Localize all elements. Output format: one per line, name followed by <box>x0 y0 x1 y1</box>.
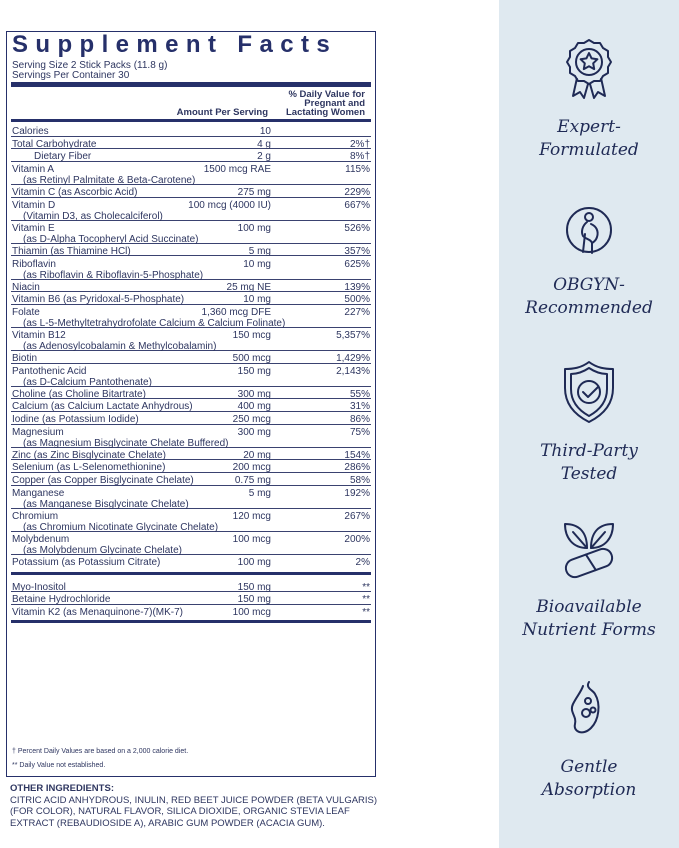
nutrient-daily-value: 115% <box>345 164 370 176</box>
nutrient-amount: 150 mg <box>237 594 271 606</box>
nutrient-name: Vitamin E <box>12 222 55 234</box>
nutrient-name: Dietary Fiber <box>34 151 92 163</box>
nutrient-amount: 10 mg <box>243 258 271 270</box>
nutrient-source: (as Molybdenum Glycinate Chelate) <box>23 544 182 556</box>
nutrient-row <box>11 364 371 387</box>
feature-label-line: Tested <box>560 464 618 484</box>
nutrient-row <box>11 328 371 351</box>
nutrient-name: Thiamin (as Thiamine HCl) <box>12 245 131 257</box>
nutrient-amount: 100 mcg <box>232 606 271 618</box>
nutrient-source: (as Retinyl Palmitate & Beta-Carotene) <box>23 175 196 187</box>
nutrient-row <box>11 305 371 328</box>
nutrient-amount: 100 mcg (4000 IU) <box>188 199 271 211</box>
nutrient-amount: 2 g <box>257 151 271 163</box>
nutrient-name: Betaine Hydrochloride <box>12 594 111 606</box>
feature-label <box>499 596 679 642</box>
features-panel <box>499 0 679 848</box>
nutrient-amount: 10 <box>259 126 271 137</box>
nutrient-name: Myo-Inositol <box>12 581 66 593</box>
nutrient-name: Pantothenic Acid <box>12 365 87 377</box>
nutrient-name: Niacin <box>12 281 40 293</box>
nutrient-amount: 100 mg <box>237 222 271 234</box>
nutrient-row <box>11 280 371 293</box>
nutrient-amount: 25 mg NE <box>226 281 271 293</box>
nutrient-row <box>11 124 371 137</box>
nutrient-daily-value: 2%† <box>349 138 370 150</box>
nutrient-name: Vitamin D <box>12 199 56 211</box>
nutrient-name: Molybdenum <box>12 533 70 545</box>
nutrient-daily-value: 154% <box>344 449 370 461</box>
feature-label-line: Bioavailable <box>536 597 642 617</box>
leaves-capsule-icon <box>561 518 617 580</box>
nutrient-source: (as Magnesium Bisglycinate Chelate Buffered) <box>23 437 229 449</box>
nutrient-daily-value: 267% <box>344 510 370 522</box>
footnote-percent: † Percent Daily Values are based on a 2,000 calorie diet. <box>12 748 189 755</box>
nutrient-name: Vitamin A <box>12 164 55 176</box>
nutrient-name: Folate <box>12 306 40 318</box>
pregnant-woman-icon <box>565 202 613 258</box>
nutrient-daily-value: 357% <box>344 245 370 257</box>
nutrient-amount: 5 mg <box>248 487 271 499</box>
feature-label-line: OBGYN- <box>553 275 625 295</box>
nutrient-daily-value: 200% <box>344 533 370 545</box>
nutrient-daily-value: 58% <box>349 475 370 487</box>
dv-header <box>286 90 365 117</box>
nutrient-row <box>11 425 371 448</box>
nutrient-row <box>11 473 371 486</box>
nutrient-amount: 0.75 mg <box>234 475 271 487</box>
nutrient-amount: 100 mcg <box>232 533 271 545</box>
nutrient-source: (as Adenosylcobalamin & Methylcobalamin) <box>23 340 217 352</box>
nutrient-amount: 275 mg <box>237 187 271 199</box>
nutrient-name: Calcium (as Calcium Lactate Anhydrous) <box>12 401 193 413</box>
nutrient-daily-value: ** <box>362 594 370 606</box>
serving-size: Serving Size 2 Stick Packs (11.8 g) <box>12 60 168 71</box>
nutrient-name: Biotin <box>12 352 38 364</box>
section-divider <box>11 572 371 575</box>
feature-label <box>499 440 679 486</box>
nutrient-row <box>11 460 371 473</box>
dv-header-line-2: Pregnant and <box>304 98 365 109</box>
feature-label-line: Third-Party <box>540 441 638 461</box>
amount-header: Amount Per Serving <box>176 107 268 118</box>
nutrient-daily-value: 192% <box>344 487 370 499</box>
nutrient-row <box>11 555 371 568</box>
nutrient-name: Vitamin K2 (as Menaquinone-7)(MK-7) <box>12 606 184 618</box>
nutrient-name: Riboflavin <box>12 258 56 270</box>
nutrient-name: Magnesium <box>12 426 64 438</box>
feature-label-line: Recommended <box>525 298 653 318</box>
nutrient-amount: 1500 mcg RAE <box>203 164 271 176</box>
feature-label <box>499 274 679 320</box>
nutrient-row <box>11 412 371 425</box>
nutrient-amount: 10 mg <box>243 294 271 306</box>
nutrient-row <box>11 137 371 150</box>
nutrient-amount: 4 g <box>257 138 271 150</box>
nutrient-row <box>11 149 371 162</box>
dv-header-line-3: Lactating Women <box>286 107 365 118</box>
nutrient-name: Copper (as Copper Bisglycinate Chelate) <box>12 475 194 487</box>
nutrient-daily-value: 2% <box>355 556 370 568</box>
nutrient-amount: 250 mcg <box>232 414 271 425</box>
nutrient-source: (as D-Alpha Tocopheryl Acid Succinate) <box>23 233 199 245</box>
nutrient-daily-value: 75% <box>349 426 370 438</box>
nutrient-daily-value: 8%† <box>349 151 370 163</box>
stomach-bubbles-icon <box>565 680 613 740</box>
nutrient-row <box>11 351 371 364</box>
feature-tested <box>499 360 679 486</box>
award-ribbon-icon <box>565 38 613 100</box>
nutrient-amount: 20 mg <box>243 449 271 461</box>
nutrient-name: Vitamin B12 <box>12 329 66 341</box>
nutrient-name: Selenium (as L-Selenomethionine) <box>12 462 166 474</box>
nutrient-amount: 150 mg <box>237 581 271 593</box>
feature-gentle <box>499 680 679 802</box>
feature-label <box>499 756 679 802</box>
nutrient-daily-value: 227% <box>344 306 370 318</box>
feature-label-line: Formulated <box>539 140 639 160</box>
nutrient-row <box>11 486 371 509</box>
shield-check-icon <box>561 360 617 424</box>
nutrient-row <box>11 592 371 605</box>
feature-bioavailable <box>499 518 679 642</box>
nutrient-amount: 120 mcg <box>232 510 271 522</box>
nutrient-daily-value: 286% <box>344 462 370 474</box>
feature-obgyn <box>499 202 679 320</box>
nutrient-name: Chromium <box>12 510 59 522</box>
nutrient-source: (as Chromium Nicotinate Glycinate Chelate) <box>23 521 219 533</box>
feature-label-line: Nutrient Forms <box>522 620 656 640</box>
nutrient-amount: 500 mcg <box>232 352 271 364</box>
nutrient-row <box>11 257 371 280</box>
nutrient-daily-value: ** <box>362 581 370 593</box>
nutrient-daily-value: 1,429% <box>336 352 370 364</box>
nutrient-amount: 200 mcg <box>232 462 271 474</box>
feature-label-line: Expert- <box>557 117 621 137</box>
nutrient-row <box>11 221 371 244</box>
nutrient-amount: 300 mg <box>237 388 271 400</box>
nutrient-amount: 100 mg <box>237 556 271 568</box>
nutrient-daily-value: 31% <box>349 401 370 413</box>
nutrient-name: Vitamin C (as Ascorbic Acid) <box>12 187 138 199</box>
nutrient-name: Calories <box>12 126 49 137</box>
nutrient-amount: 300 mg <box>237 426 271 438</box>
nutrient-source: (as Riboflavin & Riboflavin-5-Phosphate) <box>23 269 204 281</box>
nutrient-source: (as D-Calcium Pantothenate) <box>23 376 152 388</box>
nutrient-source: (as L-5-Methyltetrahydrofolate Calcium & Calcium Folinate) <box>23 317 286 329</box>
supplement-facts-panel <box>6 31 376 777</box>
servings-per-container: Servings Per Container 30 <box>12 70 130 81</box>
nutrient-row <box>11 244 371 257</box>
nutrient-row <box>11 387 371 400</box>
other-ingredients: OTHER INGREDIENTS: CITRIC ACID ANHYDROUS, INULIN, RED BEET JUICE POWDER (BETA VULGARIS) (FOR COLOR), NATURAL FLAVOR, SILICA DIOXIDE, ORGANIC STEVIA LEAF EXTRACT (REBAUDIOSIDE A), ARABIC GUM POWDER (ACACIA GUM). <box>10 783 378 829</box>
feature-expert <box>499 38 679 162</box>
feature-label-line: Gentle <box>560 757 618 777</box>
nutrient-row <box>11 399 371 412</box>
nutrient-row <box>11 509 371 532</box>
nutrient-name: Potassium (as Potassium Citrate) <box>12 556 161 568</box>
dv-header-line-1: % Daily Value for <box>288 89 365 100</box>
nutrient-amount: 400 mg <box>237 401 271 413</box>
nutrient-name: Choline (as Choline Bitartrate) <box>12 388 146 400</box>
nutrient-source: (Vitamin D3, as Cholecalciferol) <box>23 210 163 222</box>
nutrient-row <box>11 292 371 305</box>
nutrient-daily-value: 500% <box>344 294 370 306</box>
nutrient-source: (as Manganese Bisglycinate Chelate) <box>23 498 189 510</box>
table-bottom-bar <box>11 620 371 623</box>
nutrient-daily-value: 526% <box>344 222 370 234</box>
nutrient-row <box>11 605 371 618</box>
footnote-not-established: ** Daily Value not established. <box>12 762 106 769</box>
nutrient-daily-value: 625% <box>344 258 370 270</box>
nutrient-daily-value: 2,143% <box>336 365 370 377</box>
nutrient-row <box>11 532 371 555</box>
facts-title: Supplement Facts <box>12 31 338 58</box>
header-bar <box>11 82 371 87</box>
other-ingredients-label: OTHER INGREDIENTS <box>10 783 111 794</box>
nutrient-daily-value: 139% <box>344 281 370 293</box>
nutrient-name: Vitamin B6 (as Pyridoxal-5-Phosphate) <box>12 294 185 306</box>
nutrient-daily-value: 667% <box>344 199 370 211</box>
header-divider <box>11 119 371 122</box>
nutrient-daily-value: 86% <box>349 414 370 425</box>
nutrient-name: Manganese <box>12 487 65 499</box>
nutrient-name: Iodine (as Potassium Iodide) <box>12 414 139 425</box>
nutrient-row <box>11 448 371 461</box>
nutrient-daily-value: ** <box>362 606 370 618</box>
feature-label <box>499 116 679 162</box>
nutrient-amount: 150 mcg <box>232 329 271 341</box>
nutrient-daily-value: 5,357% <box>336 329 370 341</box>
nutrient-name: Zinc (as Zinc Bisglycinate Chelate) <box>12 449 166 461</box>
nutrient-row <box>11 162 371 185</box>
nutrient-amount: 1,360 mcg DFE <box>201 306 271 318</box>
nutrient-name: Total Carbohydrate <box>12 138 97 150</box>
nutrient-daily-value: 55% <box>349 388 370 400</box>
nutrient-amount: 5 mg <box>248 245 271 257</box>
feature-label-line: Absorption <box>541 780 637 800</box>
nutrient-row <box>11 185 371 198</box>
other-ingredients-text: CITRIC ACID ANHYDROUS, INULIN, RED BEET JUICE POWDER (BETA VULGARIS) (FOR COLOR), NATURAL FLAVOR, SILICA DIOXIDE, ORGANIC STEVIA LEAF EXTRACT (REBAUDIOSIDE A), ARABIC GUM POWDER (ACACIA GUM). <box>10 794 378 829</box>
nutrient-daily-value: 229% <box>344 187 370 199</box>
nutrient-amount: 150 mg <box>237 365 271 377</box>
nutrient-row <box>11 580 371 593</box>
nutrient-row <box>11 198 371 221</box>
